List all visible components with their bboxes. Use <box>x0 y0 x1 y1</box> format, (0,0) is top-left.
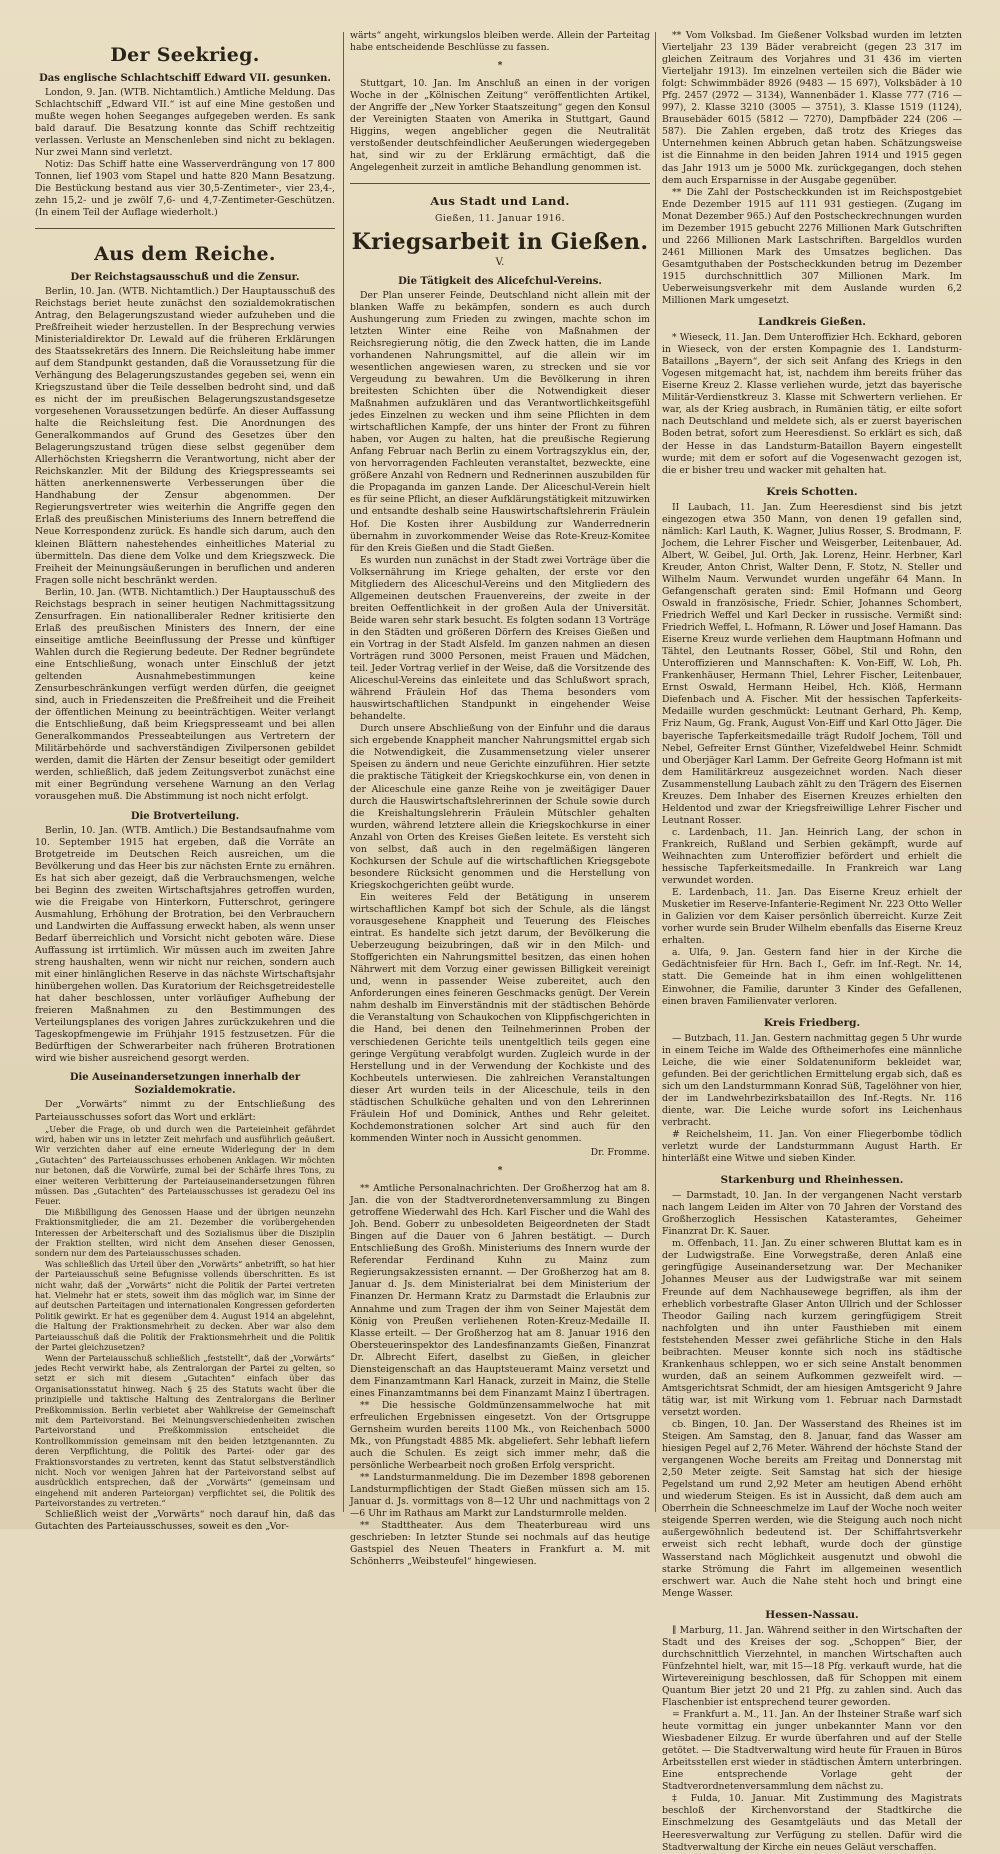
article-paragraph: cb. Bingen, 10. Jan. Der Wasserstand des Rheines ist im Steigen. Am Samstag, den 8. Januar, fand das Wasser am hiesigen Pegel auf 2,76 Meter. Während der höchste Stand der vergangenen Woche bereits am Freitag und Donnerstag mit 2,50 Meter zeigte. Seit Samstag hat sich der hiesige Pegelstand um rund 2,92 Meter am heutigen Abend erhöht und wiederum Steigen. Es ist in Aussicht, daß dem auch am Oberrhein die Schneeschmelze im Lauf der Woche noch weiter steigende Sperren werden, wie die Steigung auch noch nicht außergewöhnlich bedeutend ist. Der Schiffahrtsverkehr erweist sich recht lebhaft, wurde doch der günstige Wasserstand nach Möglichkeit ausgenutzt und obwohl die starke Strömung die Fahrt im allgemeinen wesentlich erschwert war. Auch die Nahe steht hoch und bringt eine Menge Wasser. <box>662 1419 962 1599</box>
article-paragraph: Berlin, 10. Jan. (WTB. Nichtamtlich.) Der Hauptausschuß des Reichstags besprach in seiner heutigen Nachmittagssitzung Zensurfragen. Ein nationalliberaler Redner kritisierte den Erlaß des preußischen Ministers des Innern, der eine einseitige amtliche Beeinflussung der Presse und künftiger Wahlen durch die Regierung bedeute. Der Redner begründete eine Entschließung, wonach unter Einschluß der jetzt geltenden Ausnahmebestimmungen keine Zensurbeschränkungen verfügt werden dürfen, die geeignet sind, auch in Friedenszeiten die Preßfreiheit und die Freiheit der öffentlichen Meinung zu beeinträchtigen. Weiter verlangt die Entschließung, daß beim Kriegspresseamt und bei allen Generalkommandos Presseabteilungen aus Vertretern der Militärbehörde und sachverständigen Zivilpersonen gebildet werden, damit die Härten der Zensur beseitigt oder gemildert werden, schließlich, daß jedem Zeitungsverbot zunächst eine mit einer Begründung versehene Warnung an den Verlag vorausgehen muß. Die Abstimmung ist noch nicht erfolgt. <box>35 586 335 803</box>
column-1 <box>35 30 335 1532</box>
section-header-stadt-land: Aus Stadt und Land. <box>430 193 570 208</box>
article-paragraph: ‡ Fulda, 10. Januar. Mit Zustimmung des Magistrats beschloß der Kirchenvorstand der Stadtkirche die Einschmelzung des Gesamtgeläuts und das Metall der Heeresverwaltung zur Verfügung zu stellen. Dafür wird die Stadtverwaltung der Kirche ein neues Geläut verschaffen. <box>662 1793 962 1853</box>
article-paragraph: Durch unsere Abschließung von der Einfuhr und die daraus sich ergebende Knappheit mancher Nahrungsmittel ergab sich die Notwendigkeit, die Zusammensetzung vieler unserer Speisen zu ändern und neue Gerichte einzuführen. Hier setzte die praktische Tätigkeit der Kriegskochkurse ein, von denen in der Aliceschule eine ganze Reihe von je zweitägiger Dauer durch die Hauswirtschaftslehrerinnen der Schule sowie durch die Kreishaltungslehrerin Fräulein Mütschler gehalten wurden, während letztere allein die Kriegskochkurse in einer Anzahl von Orten des Kreises Gießen leitete. Es versteht sich von selbst, daß auch in den regelmäßigen längeren Kochkursen der Schule auf die wirtschaftlichen Kriegsgebote besondere Rücksicht genommen und die Herstellung von Kriegskochgerichten geübt wurde. <box>350 723 650 891</box>
article-paragraph: Schließlich weist der „Vorwärts“ noch darauf hin, daß das Gutachten des Parteiausschusses, soweit es den „Vor- <box>35 1508 335 1532</box>
column-2 <box>350 30 650 1568</box>
headline-seekrieg: Der Seekrieg. <box>110 44 260 66</box>
subhead-brotverteilung: Die Brotverteilung. <box>130 810 240 822</box>
article-paragraph: Berlin, 10. Jan. (WTB. Nichtamtlich.) Der Hauptausschuß des Reichstags beriet heute zunächst den sozialdemokratischen Antrag, den Belagerungszustand wieder aufzuheben und die Preßfreiheit wieder herzustellen. In der Besprechung verwies Ministerialdirektor Dr. Lewald auf die früheren Erklärungen des Staatssekretärs des Innern. Die Reichsleitung habe immer auf dem Standpunkt gestanden, daß die Voraussetzung für die Verhängung des Belagerungszustandes gegeben sei, wenn ein Kriegszustand über die Teile desselben bedroht sind, und daß es nicht der im preußischen Belagerungszustandsgesetze vorgesehenen Voraussetzungen bedürfe. An dieser Auffassung halte die Reichsleitung fest. Die Anordnungen des Generalkommandos auf Grund des Gesetzes über den Belagerungszustand trügen diese selbst gegenüber dem Allerhöchsten Kriegsherrn die Verantwortung, nicht aber der Reichskanzler. Mit der Bildung des Kriegspresseamts sei hätten anerkennenswerte Verbesserungen über die Handhabung der Zensur abgenommen. Der Regierungsvertreter wies weiterhin die Angriffe gegen den Erlaß des preußischen Ministeriums des Innern betreffend die Neue Korrespondenz zurück. Es handle sich darum, auch den kleinen Blättern nahestehendes einheitliches Material zu übermitteln. Das diene dem Volke und dem Kriegszweck. Die Freiheit der Meinungsäußerungen in beruflichen und anderen Fragen solle nicht beschränkt werden. <box>35 285 335 586</box>
subhead-schlachtschiff: Das englische Schlachtschiff Edward VII. gesunken. <box>39 73 331 84</box>
article-paragraph: ∥ Marburg, 11. Jan. Während seither in den Wirtschaften der Stadt und des Kreises der sog. „Schoppen“ Bier, der durchschnittlich Vierzehntel, in manchen Wirtschaften auch Fünfzehntel hielt, war, mit 15—18 Pfg. verkauft wurde, hat die Wirtevereinigung beschlossen, daß für Schoppen mit einem Quantum Bier jetzt 20 und 21 Pfg. zu zahlen sind. Auch das Flaschenbier ist entsprechend teurer geworden. <box>662 1624 962 1708</box>
subhead-sozialdemokratie: Die Auseinandersetzungen innerhalb der Sozialdemokratie. <box>69 1072 301 1097</box>
article-paragraph: ** Die Zahl der Postscheckkunden ist im Reichspostgebiet Ende Dezember 1915 auf 111 931 gestiegen. (Zugang im Monat Dezember 965.) Auf den Postscheckrechnungen wurden im Dezember 1915 gebucht 2276 Millionen Mark Gutschriften und 2266 Millionen Mark Lastschriften. Bargeldlos wurden 2461 Millionen Mark des Umsatzes beglichen. Das Gesamtguthaben der Postscheckkunden betrug im Dezember 1915 durchschnittlich 307 Millionen Mark. Im Ueberweisungsverkehr mit dem Auslande wurden 6,2 Millionen Mark umgesetzt. <box>662 186 962 307</box>
article-paragraph: ** Stadttheater. Aus dem Theaterbureau wird uns geschrieben: In letzter Stunde sei nochmals auf das heutige Gastspiel des Neuen Theaters in Frankfurt a. M. mit Schönherrs „Weibsteufel“ hingewiesen. <box>350 1520 650 1568</box>
column-3 <box>662 30 962 1853</box>
article-paragraph: Ein weiteres Feld der Betätigung in unserem wirtschaftlichen Kampf bot sich der Schule, als die längst vorausgesehene Knappheit und Teuerung des Fleisches eintrat. Es handelte sich jetzt darum, der Bevölkerung die Ueberzeugung beizubringen, daß wir in den Milch- und Stoffgerichten ein Nahrungsmittel besitzen, das einen hohen Nährwert mit dem Vorzug einer gewissen Billigkeit vereinigt und, wenn in passender Weise zubereitet, auch den Anforderungen eines feineren Geschmacks genügt. Der Verein nahm deshalb im Einverständnis mit der städtischen Behörde die Veranstaltung von Schaukochen von Klippfischgerichten in die Hand, bei denen den Teilnehmerinnen Proben der verschiedenen Gerichte teils unentgeltlich teils gegen eine geringe Vergütung verabfolgt wurden. Zugleich wurde in der Herstellung und in der Verwendung der Kochkiste und des Kochbeutels unterwiesen. Die zahlreichen Veranstaltungen dieser Art wurden teils in der Aliceschule, teils in den städtischen Schulküche gehalten und von den Lehrerinnen Fräulein Hof und Dominick, Anthes und Rehr geleitet. Kochdemonstrationen solcher Art sind auch für den kommenden Winter noch in Aussicht genommen. <box>350 891 650 1144</box>
article-paragraph: II Laubach, 11. Jan. Zum Heeresdienst sind bis jetzt eingezogen etwa 350 Mann, von denen 19 gefallen sind, nämlich: Karl Lauth, K. Wagner, Julius Rosser, S. Brodmann, F. Jochem, die Lehrer Fischer und Weisgerber, Leitenbauer, Ad. Albert, W. Geibel, Jul. Orth, Jak. Lorenz, Heinr. Herbner, Karl Kreuder, Anton Christ, Walter Denn, F. Stotz, N. Steller und Wilhelm Naum. Verwundet wurden ungefähr 64 Mann. In Gefangenschaft geraten sind: Emil Hofmann und Georg Oswald in französische, Friedr. Schier, Johannes Schombert, Friedrich Weffel und Karl Decker in russische. Vermißt sind: Friedrich Weffel, L. Hofmann, R. Löwer und Josef Hamann. Das Eiserne Kreuz wurde verliehen dem Hauptmann Hofmann und Tähtel, den Leutnants Rosser, Göbel, Stil und Rohn, den Unteroffizieren und Mannschaften: K. Von-Eiff, W. Loh, Ph. Frankenhäuser, Hermann Thiel, Lehrer Fischer, Leitenbauer, Ernst Oswald, Hermann Heibel, Hch. Klöß, Hermann Diefenbach und A. Fischer. Mit der hessischen Tapferkeits-Medaille wurden geschmückt: Leutnant Gerhard, Ph. Kemp, Friz Naum, Gg. Frank, August Von-Eiff und Karl Otto Jäger. Die bayerische Tapferkeitsmedaille trägt Rudolf Jochem, Töll und Nebel, Gefreiter Ernst Günther, Vizefeldwebel Heinr. Schmidt und Oberjäger Karl Lamm. Der Gefreite Georg Hofmann ist mit dem Hamilitärkreuz ausgezeichnet worden. Nach dieser Zusammenstellung Laubach zählt zu den Trägern des Eisernen Kreuzes. Dem Inhaber des Eisernen Kreuzes erhielten den Heldentod und zwar der Kriegsfreiwillige Lehrer Fischer und Leutnant Rosser. <box>662 501 962 826</box>
article-paragraph: Der „Vorwärts“ nimmt zu der Entschließung des Parteiausschusses sofort das Wort und erklärt: <box>35 1099 335 1123</box>
column-rule <box>343 32 344 1512</box>
article-paragraph: ** Landsturmanmeldung. Die im Dezember 1898 geborenen Landsturmpflichtigen der Stadt Gießen müssen sich am 15. Januar d. Js. vormittags von 8—12 Uhr und nachmittags von 2—6 Uhr im Rathaus am Markt zur Landsturmrolle melden. <box>350 1472 650 1520</box>
article-paragraph: m. Offenbach, 11. Jan. Zu einer schweren Bluttat kam es in der Ludwigstraße. Eine Vorwegstraße, deren Anlaß eine geringfügige Auseinandersetzung war. Der Mechaniker Johannes Meuser aus der Ludwigstraße war mit seinem Freunde auf dem Nachhausewege begriffen, als ihm der erheblich vorbestrafte Glaser Anton Ullrich und der Schlosser Theodor Gailing nach kurzem geringfügigem Streit nachfolgten und ihn unter Fausthieben mit einem feststehenden Messer zwei gefährliche Stiche in den Hals beibrachten. Meuser konnte sich noch ins städtische Krankenhaus schleppen, wo er sich seine Anstalt benommen wurden, daß an seinem Aufkommen gezweifelt wird. — Amtsgerichtsrat Schmidt, der am hiesigen Amtsgericht 9 Jahre tätig war, ist mit Wirkung vom 1. Februar nach Darmstadt versetzt worden. <box>662 1238 962 1418</box>
article-paragraph: ** Amtliche Personalnachrichten. Der Großherzog hat am 8. Jan. die von der Stadtverordnetenversammlung zu Bingen getroffene Wiederwahl des Hch. Karl Fischer und die Wahl des Joh. Bend. Goberr zu unbesoldeten Beigeordneten der Stadt Bingen auf die Dauer von 6 Jahren bestätigt. — Durch Entschließung des Großh. Ministeriums des Innern wurde der Referendar Ferdinand Kuhn zu Mainz zum Regierungsakzessisten ernannt. — Der Großherzog hat am 8. Januar d. Js. dem Ministerialrat bei dem Ministerium der Finanzen Dr. Hermann Kratz zu Darmstadt die Erlaubnis zur Annahme und zum Tragen der ihm von Seiner Majestät dem König von Preußen verliehenen Roten-Kreuz-Medaille II. Klasse erteilt. — Der Großherzog hat am 8. Januar 1916 den Obersteuerinspektor des Landesfinanzamts Gießen, Finanzrat Dr. Albrecht Eifert, daselbst zu Gießen, in gleicher Diensteigenschaft an das Hauptsteueramt Mainz versetzt und dem Finanzamtmann Karl Hanack, zurzeit in Mainz, die Stelle eines Finanzamtmanns bei dem Finanzamt Mainz I übertragen. <box>350 1183 650 1399</box>
article-paragraph: = Frankfurt a. M., 11. Jan. An der Ihsteiner Straße warf sich heute vormittag ein junger unbekannter Mann vor den Wiesbadener Eilzug. Er wurde überfahren und auf der Stelle getötet. — Die Stadtverwaltung wird heute für Frauen in Büros Arbeitsstellen erst wieder in städtischen Ämtern unterbringen. Eine entsprechende Vorlage geht der Stadtverordnetenversammlung dem nächst zu. <box>662 1709 962 1793</box>
quote-paragraph: Was schließlich das Urteil über den „Vorwärts“ anbetrifft, so hat hier der Parteiausschuß seine Befugnisse vollends überschritten. Es ist nicht wahr, daß der „Vorwärts“ nicht die Politik der Partei vertreten hat. Vielmehr hat er stets, soweit ihm das möglich war, im Sinne der auf deutschen Parteitagen und internationalen Kongressen geforderten Politik gewirkt. Er hat es gegenüber dem 4. August 1914 an abgelehnt, die Haltung der Fraktionsmehrheit zu decken. Aber war also dem Parteiausschuß daß die Politik der Fraktionsmehrheit und die Politik der Partei gleichzusetzen? <box>35 1258 335 1353</box>
subhead-aliceschul-verein: Die Tätigkeit des Alicefchul-Vereins. <box>398 275 602 287</box>
quote-paragraph: Die Mißbilligung des Genossen Haase und der übrigen neunzehn Fraktionsmitglieder, die am 21. Dezember die vorübergehenden Interessen der Arbeiterschaft und des Sozialismus über die Disziplin der Fraktion stellten, wird nicht dem Ansehen dieser Genossen, sondern nur dem des Parteiausschusses schaden. <box>35 1206 335 1259</box>
article-paragraph: Stuttgart, 10. Jan. Im Anschluß an einen in der vorigen Woche in der „Kölnischen Zeitung“ veröffentlichten Artikel, der Angriffe der „New Yorker Staatszeitung“ gegen den Konsul der Vereinigten Staaten von Amerika in Stuttgart, Gaund Higgins, wegen angeblicher gegen die Neutralität verstoßender deutschfeindlicher Aeußerungen wiedergegeben hat, sind wir zu der Erklärung ermächtigt, daß die Angelegenheit zurzeit in amtliche Behandlung genommen ist. <box>350 78 650 174</box>
article-paragraph: a. Ulfa, 9. Jan. Gestern fand hier in der Kirche die Gedächtnisfeier für Hrn. Bach I., Gefr. im Inf.-Regt. Nr. 14, statt. Die Gemeinde hat in ihm einen wohlgelittenen Einwohner, die Familie, darunter 3 Kinder des Gefallenen, einen braven Familienvater verloren. <box>662 947 962 1007</box>
divider <box>350 183 650 184</box>
article-paragraph: # Reichelsheim, 11. Jan. Von einer Fliegerbombe tödlich verletzt wurde der Landsturmmann August Harth. Er hinterläßt eine Witwe und sieben Kinder. <box>662 1128 962 1165</box>
region-header-schotten: Kreis Schotten. <box>766 485 858 498</box>
article-paragraph: ** Die hessische Goldmünzensammelwoche hat mit erfreulichen Ergebnissen eingesetzt. Von der Ortsgruppe Gernsheim wurden bereits 1100 Mk., von Reichenbach 5000 Mk., von Pfungstadt 4885 Mk. abgeliefert. Sehr lebhaft liefern auch die Schulen. Es zeigt sich immer mehr, daß die persönliche Werbearbeit noch großen Erfolg verspricht. <box>350 1399 650 1472</box>
article-paragraph: London, 9. Jan. (WTB. Nichtamtlich.) Amtliche Meldung. Das Schlachtschiff „Edward VII.“ ist auf eine Mine gestoßen und mußte wegen hohen Seeganges aufgegeben werden. Es sank bald darauf. Die Besatzung konnte das Schiff rechtzeitig verlassen. Verluste an Menschenleben sind nicht zu beklagen. Nur zwei Mann sind verletzt. <box>35 87 335 159</box>
region-header-friedberg: Kreis Friedberg. <box>763 1016 861 1029</box>
article-paragraph: — Butzbach, 11. Jan. Gestern nachmittag gegen 5 Uhr wurde in einem Teiche im Walde des Oftheimerhofes eine männliche Leiche, die wie einer Soldatenuniform bekleidet war, gefunden. Bei der gerichtlichen Ermittelung ergab sich, daß es sich um den Landsturmmann Konrad Süß, Tagelöhner von hier, der im Landwehrbezirksbataillon des Inf.-Regts. Nr. 116 diente, war. Die Leiche wurde sofort ins Leichenhaus verbracht. <box>662 1032 962 1128</box>
article-paragraph: Es wurden nun zunächst in der Stadt zwei Vorträge über die Volksernährung im Kriege gehalten, der erste vor den Mitgliedern des Aliceschul-Vereins und den Mitgliedern des Allgemeinen deutschen Frauenvereins, der zweite in der breiten Oeffentlichkeit in der großen Aula der Universität. Beide waren sehr stark besucht. Es folgten sodann 13 Vorträge in den Städten und größeren Dörfern des Kreises Gießen und ein Vortrag in der Stadt Alsfeld. Im ganzen nahmen an diesen Vorträgen rund 3000 Personen, meist Frauen und Mädchen, teil. Jeder Vortrag verlief in der Weise, daß die Vorsitzende des Aliceschul-Vereins das einleitete und das Schlußwort sprach, während Fräulein Hof das Thema besonders vom hauswirtschaftlichen Standpunkt in eingehender Weise behandelte. <box>350 554 650 723</box>
series-number: V. <box>495 256 505 268</box>
subhead-zensur: Der Reichstagsausschuß und die Zensur. <box>70 271 300 283</box>
dateline: Gießen, 11. Januar 1916. <box>434 212 566 224</box>
author-signature: Dr. Fromme. <box>590 1146 650 1158</box>
article-paragraph: * Wieseck, 11. Jan. Dem Unteroffizier Hch. Eckhard, geboren in Wieseck, von der ersten Kompagnie des 1. Landsturm-Bataillons „Bayern“, der sich seit Anfang des Kriegs in den Vogesen mitgemacht hat, ist, nachdem ihm bereits früher das Eiserne Kreuz 2. Klasse verliehen wurde, jetzt das bayerische Militär-Verdienstkreuz 3. Klasse mit Schwertern verliehen. Er war, als der Krieg ausbrach, in Rumänien tätig, er eilte sofort nach Deutschland und meldete sich, als er zuerst bayerischen Boden betrat, sofort zum Heeresdienst. So erklärt es sich, daß der Hesse in das Landsturm-Bataillon Bayern eingestellt wurde; mit dem er sofort auf die Vogesenwacht gezogen ist, die er bisher treu und wacker mit gehalten hat. <box>662 332 962 476</box>
divider <box>35 228 335 229</box>
separator-star: * <box>497 1164 503 1176</box>
article-paragraph: ** Vom Volksbad. Im Gießener Volksbad wurden im letzten Vierteljahr 23 139 Bäder verabreicht (gegen 23 317 im gleichen Zeitraum des Vorjahres und 31 436 im vierten Vierteljahr 1913). Im einzelnen verteilen sich die Bäder wie folgt: Schwimmbäder 8926 (9483 — 15 697), Volksbäder à 10 Pfg. 2457 (2972 — 3134), Wannenbäder 1. Klasse 777 (716 — 997), 2. Klasse 3210 (3005 — 3751), 3. Klasse 1519 (1124), Brausebäder 6015 (5812 — 7270), Dampfbäder 224 (206 — 587). Die Zahlen ergeben, daß trotz des Krieges das Unternehmen keinen Abbruch getan haben. Schätzungsweise ist die Einnahme in den beiden Jahren 1914 und 1915 gegen das Jahr 1913 um je 5000 Mk. zurückgegangen, doch stehen dem auch Ersparnisse in der Ausgabe gegenüber. <box>662 30 962 186</box>
article-paragraph: — Darmstadt, 10. Jan. In der vergangenen Nacht verstarb nach langem Leiden im Alter von 70 Jahren der Vorstand des Großherzoglich Hessischen Katasteramtes, Geheimer Finanzrat Dr. K. Sauer. <box>662 1190 962 1238</box>
article-paragraph: E. Lardenbach, 11. Jan. Das Eiserne Kreuz erhielt der Musketier im Reserve-Infanterie-Regiment Nr. 223 Otto Weller in Galizien vor dem Kaiser persönlich überreicht. Kurze Zeit vorher wurde sein Bruder Wilhelm ebenfalls das Eiserne Kreuz erhalten. <box>662 887 962 947</box>
article-paragraph: wärts“ angeht, wirkungslos bleiben werde. Allein der Parteitag habe entscheidende Beschlüsse zu fassen. <box>350 30 650 54</box>
article-paragraph: Der Plan unserer Feinde, Deutschland nicht allein mit der blanken Waffe zu bekämpfen, sondern es auch durch Aushungerung zum Frieden zu zwingen, machte schon im letzten Winter eine Reihe von Maßnahmen der Reichsregierung nötig, die den Zweck hatten, die im Lande vorhandenen Nahrungsmittel, auf die allein wir im wesentlichen angewiesen waren, zu strecken und sie vor Vergeudung zu bewahren. Um die Bevölkerung in ihren breitesten Schichten über die Notwendigkeit dieser Maßnahmen aufzuklären und das Verantwortlichkeitsgefühl jedes Einzelnen zu wecken und ihm seine Pflichten in dem wirtschaftlichen Kampfe, der uns hinter der Front zu führen haben, vor Augen zu halten, hat die preußische Regierung Anfang Februar nach Berlin zu einem Vortragszyklus ein, der, von hervorragenden Fachleuten veranstaltet, bezweckte, eine größere Anzahl von Rednern und Rednerinnen auszubilden für die Propaganda im ganzen Lande. Der Aliceschul-Verein hielt es für seine Pflicht, an dieser Aufklärungstätigkeit mitzuwirken und entsandte deshalb seine Hauswirtschaftslehrerin Fräulein Hof. Die Kosten ihrer Ausbildung zur Wanderrednerin übernahm in zuvorkommender Weise das Rote-Kreuz-Komitee für den Kreis Gießen und die Stadt Gießen. <box>350 289 650 554</box>
quote-paragraph: Wenn der Parteiausschuß schließlich „feststellt“, daß der „Vorwärts“ jedes Recht verwirkt habe, als Zentralorgan der Partei zu gelten, so setzt er sich mit diesem „Gutachten“ einfach über das Organisationsstatut hinweg. Nach § 25 des Statuts wacht über die prinzipielle und taktische Haltung des Zentralorgans die Berliner Preßkommission. Berlin verbietet aber Wahlkreise der Gemeinschaft mit dem Parteivorstand. Bei Meinungsverschiedenheiten zwischen Parteivorstand und Preßkommission entscheidet die Kontrollkommission gemeinsam mit den beiden letztgenannten. Zu deren Verpflichtung, die Politik des Partei- oder gar des Fraktionsvorstandes zu vertreten, kennt das Statut selbstverständlich nicht. Noch vor wenigen Jahren hat der Parteivorstand selbst auf ausdrücklich entsprechen, daß der „Vorwärts“ (gemeinsam und eingehend mit anderen Parteiorgan) verpflichtet sei, die Politik des Parteivorstandes zu vertreten.“ <box>35 1352 335 1509</box>
separator-star: * <box>497 60 503 72</box>
headline-kriegsarbeit: Kriegsarbeit in Gießen. <box>351 228 649 255</box>
article-paragraph: c. Lardenbach, 11. Jan. Heinrich Lang, der schon in Frankreich, Rußland und Serbien gekämpft, wurde auf Weihnachten zum Unteroffizier befördert und erhielt die hessische Tapferkeitsmedaille. In Frankreich war Lang verwundet worden. <box>662 826 962 887</box>
region-header-landkreis: Landkreis Gießen. <box>758 316 866 329</box>
article-paragraph: Berlin, 10. Jan. (WTB. Amtlich.) Die Bestandsaufnahme vom 10. September 1915 hat ergeben, daß die Vorräte an Brotgetreide im Deutschen Reich ausreichen, um die Bevölkerung und das Heer bis zur nächsten Ernte zu ernähren. Es hat sich aber gezeigt, daß die Verbrauchsmengen, welche bei Beginn des zweiten Wirtschaftsjahres getroffen wurden, wie die Freigabe von Hinterkorn, Futterschrot, geringere Ausmahlung, Erhöhung der Brotration, bei den Verbrauchern und Landwirten die Auffassung erweckt haben, als wenn unser Bedarf überreichlich und Vorsicht nicht geboten wäre. Diese Auffassung ist irrtümlich. Wir müssen auch im zweiten Jahre streng haushalten, wenn wir nicht nur reichen, sondern auch mit einer hinlänglichen Reserve in das nächste Wirtschaftsjahr hinübergehen wollen. Das Kuratorium der Reichsgetreidestelle hat daher beschlossen, unter vorläufiger Aufhebung der freieren Maßnahmen zu den Bestimmungen des Verteilungsplanes des vorigen Jahres zurückzukehren und die Tageskopfmengewie im Frühjahr 1915 festzusetzen. Für die Bedürftigen der Schwerarbeiter nach früheren Brotrationen wird wie bisher ausreichend gesorgt werden. <box>35 824 335 1065</box>
column-rule <box>655 32 656 1512</box>
region-header-starkenburg: Starkenburg und Rheinhessen. <box>720 1174 904 1187</box>
region-header-hessen-nassau: Hessen-Nassau. <box>765 1608 859 1621</box>
article-paragraph: Notiz: Das Schiff hatte eine Wasserverdrängung von 17 800 Tonnen, lief 1903 vom Stapel und hatte 820 Mann Besatzung. Die Bestückung bestand aus vier 30,5-Zentimeter-, vier 23,4-, zehn 15,2- und je zwölf 7,6- und 4,7-Zentimeter-Geschützen. (In einem Teil der Auflage wiederholt.) <box>35 159 335 219</box>
quote-paragraph: „Ueber die Frage, ob und durch wen die Parteieinheit gefährdet wird, haben wir uns in letzter Zeit mehrfach und ausführlich geäußert. Wir verzichten daher auf eine erneute Widerlegung der in dem „Gutachten“ des Parteiausschusses erhobenen Anklagen. Wir möchten nur betonen, daß die Vorwürfe, zumal bei der Schärfe ihres Tons, zu einer weiteren Verbitterung der Parteiauseinandersetzungen führen müssen. Das „Gutachten“ des Parteiausschusses ist geradezu Oel ins Feuer. <box>35 1123 335 1207</box>
headline-reich: Aus dem Reiche. <box>94 242 276 265</box>
